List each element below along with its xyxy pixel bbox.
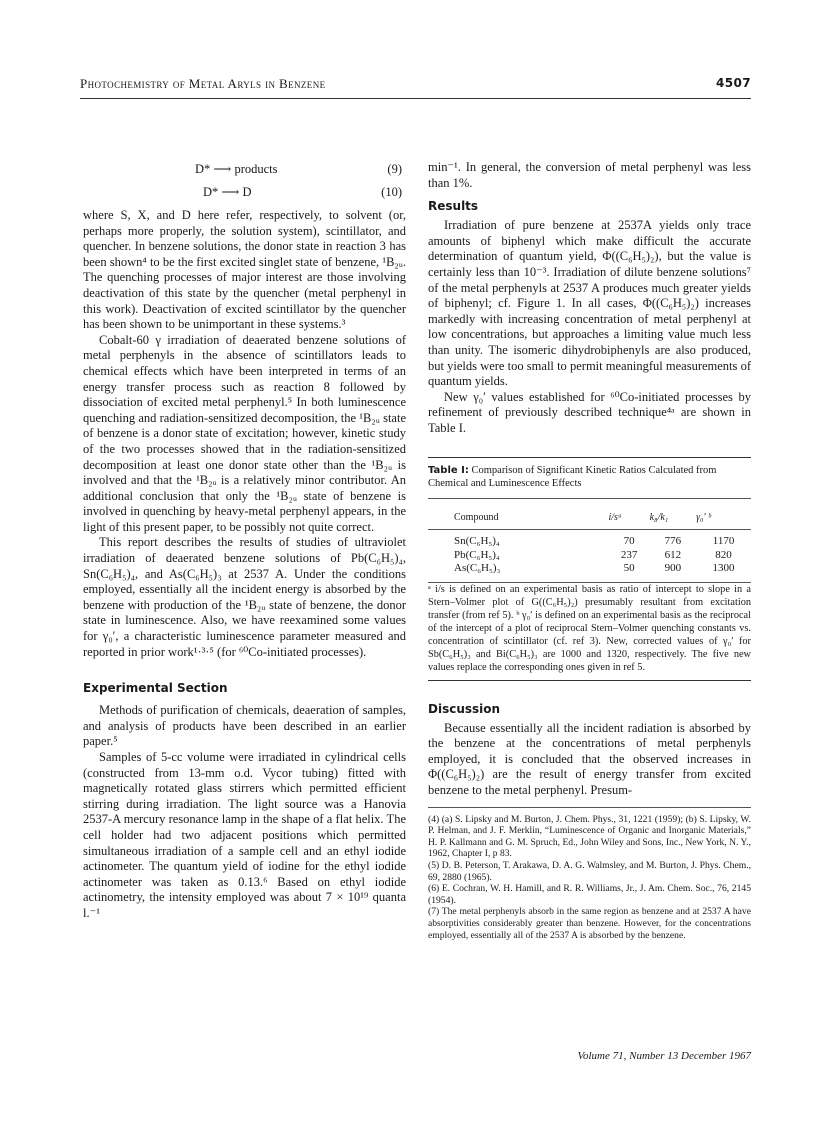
table-label: Table I: (428, 464, 469, 476)
paragraph: Samples of 5-cc volume were irradiated in cylindrical cells (constructed from 13-mm o.d. Vycor tubing) fitted with magnetically rotated glass stirrers which permitted efficient stirring during irradiation. The light source was a Hanovia 2537-A mercury resonance lamp in the shape of a flat helix. The cell holder had two adjacent positions which permitted simultaneous irradiation of a sample cell and an ethyl iodide actinometer. The quantum yield of iodine for the ethyl iodide actinometer was taken as 0.13.⁶ Based on ethyl iodide actinometry, the intensity employed was about 7 × 10¹⁹ quanta l.⁻¹ (83, 750, 406, 920)
equation-number: (9) (387, 162, 402, 176)
table-cell: 776 (664, 535, 682, 548)
header-rule (80, 98, 751, 99)
table-cell: 612 (664, 548, 682, 561)
paragraph: Cobalt-60 γ irradiation of deaerated benzene solutions of metal perphenyls in the absence of scintillators leads to chemical effects which have been interpreted in terms of an energy transfer process such as reaction 8 followed by dissociation of excited metal perphenyl.⁵ In both luminescence quenching and radiation-sensitized decomposition, the ¹B₂ᵤ state of benzene is a donor state of excitation; however, kinetic study of the two processes showed that in the radiation-sensitized decomposition at least one donor state other than the ¹B₂ᵤ is involved and that the ¹B₂ᵤ is a relatively minor contributor. An additional conclusion that only the ¹B₂ᵤ state of benzene is involved in quenching by heavy-metal perphenyl appears, in the light of this present paper, to be possibly not quite correct. (83, 332, 406, 534)
paragraph: where S, X, and D here refer, respectively, to solvent (or, perhaps more properly, the solution system), scintillator, and quencher. In benzene solutions, the donor state in reaction 3 has been shown⁴ to be the first excited singlet state of benzene, ¹B₂ᵤ. The quenching processes of major interest are those involving deactivation of this state by the quencher (metal perphenyl in this work). Deactivation of excited scintillator by the quencher has been shown to be unimportant in these systems.³ (83, 208, 406, 332)
table-row (428, 562, 751, 582)
paragraph: New γ₀′ values established for ⁶⁰Co-initiated processes by refinement of previously described technique⁴ᵃ are shown in Table I. (428, 389, 751, 435)
section-heading-discussion: Discussion (428, 701, 501, 716)
equation-text: D* ⟶ D (203, 185, 252, 199)
footnote-rule (428, 807, 751, 808)
footnote: (5) D. B. Peterson, T. Arakawa, D. A. G. Walmsley, and M. Burton, J. Phys. Chem., 69, 2880 (1965). (428, 859, 751, 883)
table-cell: 1170 (712, 535, 735, 548)
column-header: γ₀′ ᵇ (696, 505, 751, 530)
paragraph: This report describes the results of studies of ultraviolet irradiation of deaerated benzene solutions of Pb(C₆H₅)₄, Sn(C₆H₅)₄, and As(C₆H₅)₃ at 2537 A. Under the conditions employed, essentially all the incident energy is absorbed by the benzene with production of the ¹B₂ᵤ state of benzene, the donor state in luminescence. Also, we have reexamined some values for γ₀′, a characteristic luminescence parameter measured and reported in prior work¹·³·⁵ (for ⁶⁰Co-initiated processes). (83, 535, 406, 659)
table-cell: As(C₆H₅)₃ (454, 562, 501, 575)
journal-footer: Volume 71, Number 13 December 1967 (577, 1050, 751, 1062)
table-footnote: ᵃ i/s is defined on an experimental basis as ratio of intercept to slope in a Stern–Volmer plot of G((C₆H₅)₂) presumably resultant from excitation transfer (from ref 5). ᵇ γ₀′ is defined on an experimental basis as the reciprocal of the intercept of a plot of reciprocal Stern–Volmer quenching constants vs. concentration of scintillator (cf. ref 3). New, corrected values of γ₀′ for Sb(C₆H₅)₃ and Bi(C₆H₅)₃ are 1000 and 1320, respectively. The five new values replace the corresponding ones given in ref 5. (428, 583, 751, 673)
table-header-row (428, 505, 751, 530)
table-row (428, 530, 751, 549)
table-cell: 237 (620, 548, 638, 561)
table-cell: 1300 (712, 562, 735, 575)
equation-text: D* ⟶ products (195, 162, 278, 176)
equation-10 (83, 183, 406, 201)
footnote: (7) The metal perphenyls absorb in the same region as benzene and at 2537 A have absorptivities considerably greater than benzene. However, for the concentrations employed, essentially all of the 2537 A is absorbed by the benzene. (428, 906, 751, 941)
table-cell: Sn(C₆H₅)₄ (454, 535, 500, 548)
paragraph: min⁻¹. In general, the conversion of metal perphenyl was less than 1%. (428, 160, 751, 190)
table-cell: 900 (664, 562, 682, 575)
section-heading-experimental: Experimental Section (83, 681, 228, 696)
kinetic-ratios-table (428, 505, 751, 582)
left-column (83, 160, 406, 922)
right-column (428, 160, 751, 941)
column-header: i/sᵃ (609, 505, 650, 530)
running-head (80, 76, 751, 92)
paragraph: Irradiation of pure benzene at 2537A yields only trace amounts of biphenyl which make difficult the accurate determination of quantum yield, Φ((C₆H₅)₂), but the value is certainly less than 10⁻³. Irradiation of dilute benzene solutions⁷ of the metal perphenyls at 2537 A produces much greater yields of biphenyl; cf. Figure 1. In all cases, Φ((C₆H₅)₂) increases markedly with increasing concentration of metal perphenyl at low concentrations, but approaches a limiting value much less than unity. The isomeric dihydrobiphenyls are also produced, but yields were too small to permit meaningful measurements of quantum yields. (428, 218, 751, 389)
section-heading-results: Results (428, 199, 479, 214)
table-caption-text: Comparison of Significant Kinetic Ratios Calculated from Chemical and Luminescence Effects (428, 464, 717, 489)
equation-9 (83, 160, 406, 178)
column-header: Compound (428, 505, 609, 530)
table-cell: 820 (715, 548, 732, 561)
table-cell: 70 (623, 535, 635, 548)
table-caption (428, 464, 751, 490)
paragraph: Methods of purification of chemicals, deaeration of samples, and analysis of products have been described in an earlier paper.⁵ (83, 703, 406, 749)
equation-number: (10) (381, 185, 402, 199)
page-number: 4507 (716, 76, 751, 90)
running-title: Photochemistry of Metal Aryls in Benzene (80, 76, 326, 91)
footnote: (6) E. Cochran, W. H. Hamill, and R. R. Williams, Jr., J. Am. Chem. Soc., 76, 2145 (1954). (428, 883, 751, 906)
footnote: (4) (a) S. Lipsky and M. Burton, J. Chem. Phys., 31, 1221 (1959); (b) S. Lipsky, W. P. Helman, and J. F. Merklin, “Luminescence of Organic and Inorganic Materials,” H. P. Kallmann and G. M. Spruch, Ed., John Wiley and Sons, Inc., New York, N. Y., 1962, Chapter I, p 83. (428, 813, 751, 860)
table-cell: 50 (623, 562, 635, 575)
table-row (428, 549, 751, 563)
paragraph: Because essentially all the incident radiation is absorbed by the benzene at the concentrations of metal perphenyls employed, it is concluded that the observed increases in Φ((C₆H₅)₂) are the result of energy transfer from excited benzene to the metal perphenyl. Presum- (428, 720, 751, 797)
column-header: k₈/k₁ (650, 505, 696, 530)
table-cell: Pb(C₆H₅)₄ (454, 548, 500, 561)
table-1 (428, 457, 751, 681)
table-header-rule (428, 498, 751, 499)
table-top-rule (428, 457, 751, 458)
